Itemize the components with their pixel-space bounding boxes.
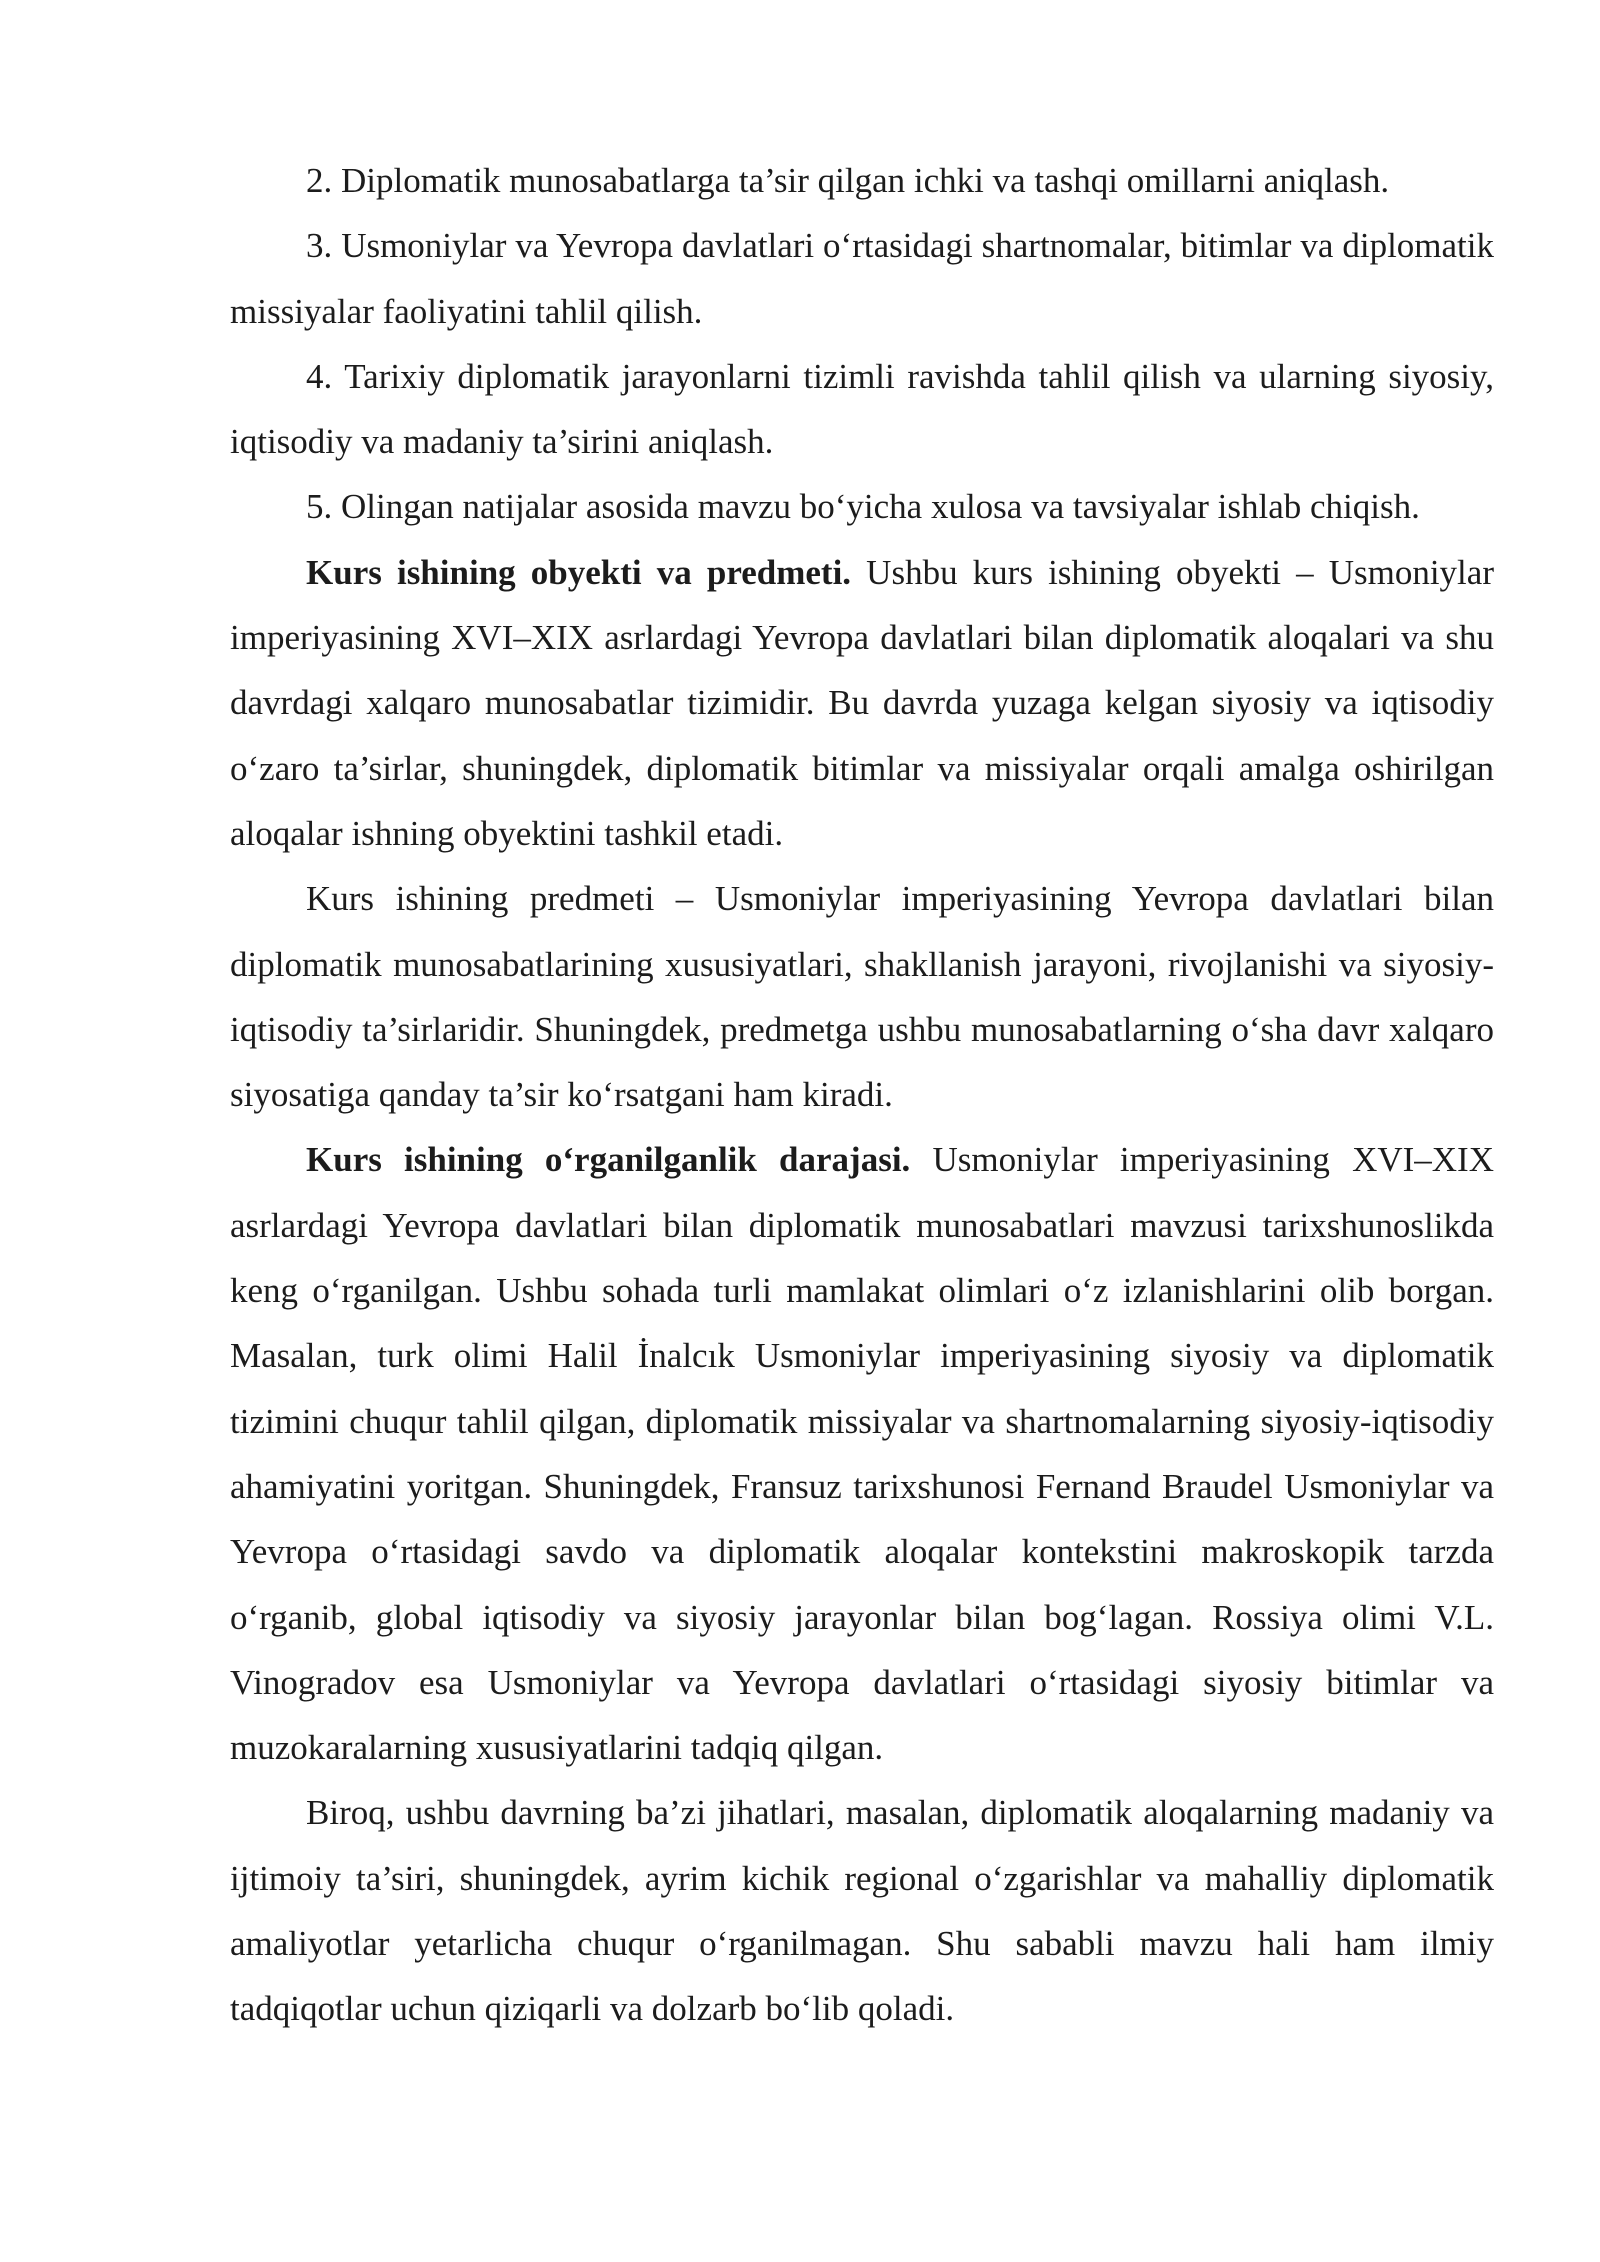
list-item xyxy=(230,148,1494,213)
list-item xyxy=(230,213,1494,344)
list-number: 3. xyxy=(306,226,333,266)
list-text: Olingan natijalar asosida mavzu bo‘yicha xulosa va tavsiyalar ishlab chiqish. xyxy=(341,487,1420,527)
list-item xyxy=(230,344,1494,475)
study-paragraph xyxy=(230,1127,1494,1780)
subject-paragraph: Kurs ishining predmeti – Usmoniylar imperiyasining Yevropa davlatlari bilan diplomatik munosabatlarining xususiyatlari, shakllanish jarayoni, rivojlanishi va siyosiy-iqtisodiy ta’sirlaridir. Shuningdek, predmetga ushbu munosabatlarning o‘sha davr xalqaro siyosatiga qanday ta’sir ko‘rsatgani ham kiradi. xyxy=(230,879,1494,1115)
object-paragraph xyxy=(230,540,1494,866)
list-number: 5. xyxy=(306,487,333,527)
list-text: Usmoniylar va Yevropa davlatlari o‘rtasidagi shartnomalar, bitimlar va diplomatik missiyalar faoliyatini tahlil qilish. xyxy=(230,226,1494,331)
list-item xyxy=(230,474,1494,539)
list-number: 4. xyxy=(306,356,333,396)
study-text: Usmoniylar imperiyasining XVI–XIX asrlardagi Yevropa davlatlari bilan diplomatik munosabatlari mavzusi tarixshunoslikda keng o‘rganilgan. Ushbu sohada turli mamlakat olimlari o‘z izlanishlarini olib borgan. Masalan, turk olimi Halil İnalcık Usmoniylar imperiyasining siyosiy va diplomatik tizimini chuqur tahlil qilgan, diplomatik missiyalar va shartnomalarning siyosiy-iqtisodiy ahamiyatini yoritgan. Shuningdek, Fransuz tarixshunosi Fernand Braudel Usmoniylar va Yevropa o‘rtasidagi savdo va diplomatik aloqalar kontekstini makroskopik tarzda o‘rganib, global iqtisodiy va siyosiy jarayonlar bilan bog‘lagan. Rossiya olimi V.L. Vinogradov esa Usmoniylar va Yevropa davlatlari o‘rtasidagi siyosiy bitimlar va muzokaralarning xususiyatlarini tadqiq qilgan. xyxy=(230,1140,1494,1768)
closing-paragraph: Biroq, ushbu davrning ba’zi jihatlari, masalan, diplomatik aloqalarning madaniy va ijtimoiy ta’siri, shuningdek, ayrim kichik regional o‘zgarishlar va mahalliy diplomatik amaliyotlar yetarlicha chuqur o‘rganilmagan. Shu sababli mavzu hali ham ilmiy tadqiqotlar uchun qiziqarli va dolzarb bo‘lib qoladi. xyxy=(230,1793,1494,2029)
list-number: 2. xyxy=(306,161,333,200)
document-body xyxy=(230,148,1494,2042)
object-text: Ushbu kurs ishining obyekti – Usmoniylar imperiyasining XVI–XIX asrlardagi Yevropa davlatlari bilan diplomatik aloqalari va shu davrdagi xalqaro munosabatlar tizimidir. Bu davrda yuzaga kelgan siyosiy va iqtisodiy o‘zaro ta’sirlar, shuningdek, diplomatik bitimlar va missiyalar orqali amalga oshirilgan aloqalar ishning obyektini tashkil etadi. xyxy=(230,552,1494,853)
list-text: Diplomatik munosabatlarga ta’sir qilgan ichki va tashqi omillarni aniqlash. xyxy=(341,161,1390,200)
list-text: Tarixiy diplomatik jarayonlarni tizimli ravishda tahlil qilish va ularning siyosiy, iqtisodiy va madaniy ta’sirini aniqlash. xyxy=(230,356,1495,462)
study-heading: Kurs ishining o‘rganilganlik darajasi. xyxy=(306,1140,911,1180)
object-heading: Kurs ishining obyekti va predmeti. xyxy=(306,552,852,592)
